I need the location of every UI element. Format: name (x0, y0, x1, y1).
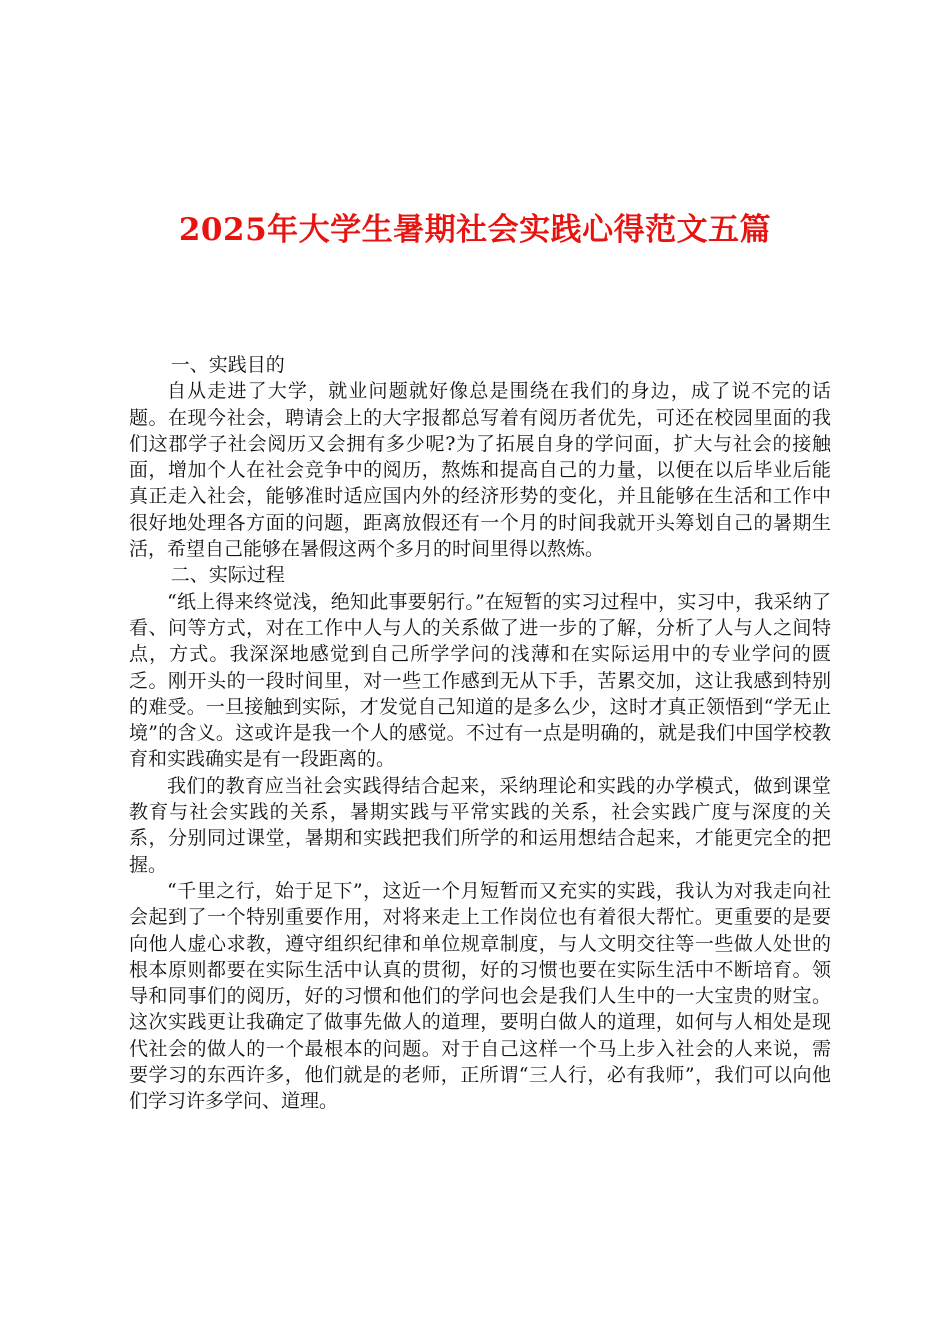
section-heading-purpose: 一、实践目的 (170, 354, 285, 376)
paragraph-journey: “千里之行，始于足下”，这近一个月短暂而又充实的实践，我认为对我走向社会起到了一个特别重要作用，对将来走上工作岗位也有着很大帮忙。更重要的是要向他人虚心求教，遵守组织纪律和单位规章制度，与人文明交往等一些做人处世的根本原则都要在实际生活中认真的贯彻，好的习惯也要在实际生活中不断培育。领导和同事们的阅历，好的习惯和他们的学问也会是我们人生中的一大宝贵的财宝。这次实践更让我确定了做事先做人的道理，要明白做人的道理，如何与人相处是现代社会的做人的一个最根本的问题。对于自己这样一个马上步入社会的人来说，需要学习的东西许多，他们就是的老师，正所谓“三人行，必有我师”，我们可以向他们学习许多学问、道理。 (129, 879, 831, 1113)
document-title: 2025年大学生暑期社会实践心得范文五篇 (178, 212, 772, 248)
document-body (129, 352, 831, 1115)
paragraph-education: 我们的教育应当社会实践得结合起来，采纳理论和实践的办学模式，做到课堂教育与社会实践的关系，暑期实践与平常实践的关系，社会实践广度与深度的关系，分别同过课堂，暑期和实践把我们所学的和运用想结合起来，才能更完全的把握。 (129, 774, 831, 876)
section-heading-process: 二、实际过程 (170, 564, 285, 587)
paragraph-purpose: 自从走进了大学，就业问题就好像总是围绕在我们的身边，成了说不完的话题。在现今社会，聘请会上的大字报都总写着有阅历者优先，可还在校园里面的我们这郡学子社会阅历又会拥有多少呢?为了拓展自身的学问面，扩大与社会的接触面，增加个人在社会竞争中的阅历，熬炼和提高自己的力量，以便在以后毕业后能真正走入社会，能够准时适应国内外的经济形势的变化，并且能够在生活和工作中很好地处理各方面的问题，距离放假还有一个月的时间我就开头筹划自己的暑期生活，希望自己能够在暑假这两个多月的时间里得以熬炼。 (129, 380, 831, 561)
paragraph-process-intro: “纸上得来终觉浅，绝知此事要躬行。”在短暂的实习过程中，实习中，我采纳了看、问等方式，对在工作中人与人的关系做了进一步的了解，分析了人与人之间特点，方式。我深深地感觉到自己所学学问的浅薄和在实际运用中的专业学问的匮乏。刚开头的一段时间里，对一些工作感到无从下手，苦累交加，这让我感到特别的难受。一旦接触到实际，才发觉自己知道的是多么少，这时才真正领悟到“学无止境”的含义。这或许是我一个人的感觉。不过有一点是明确的，就是我们中国学校教育和实践确实是有一段距离的。 (129, 590, 831, 771)
